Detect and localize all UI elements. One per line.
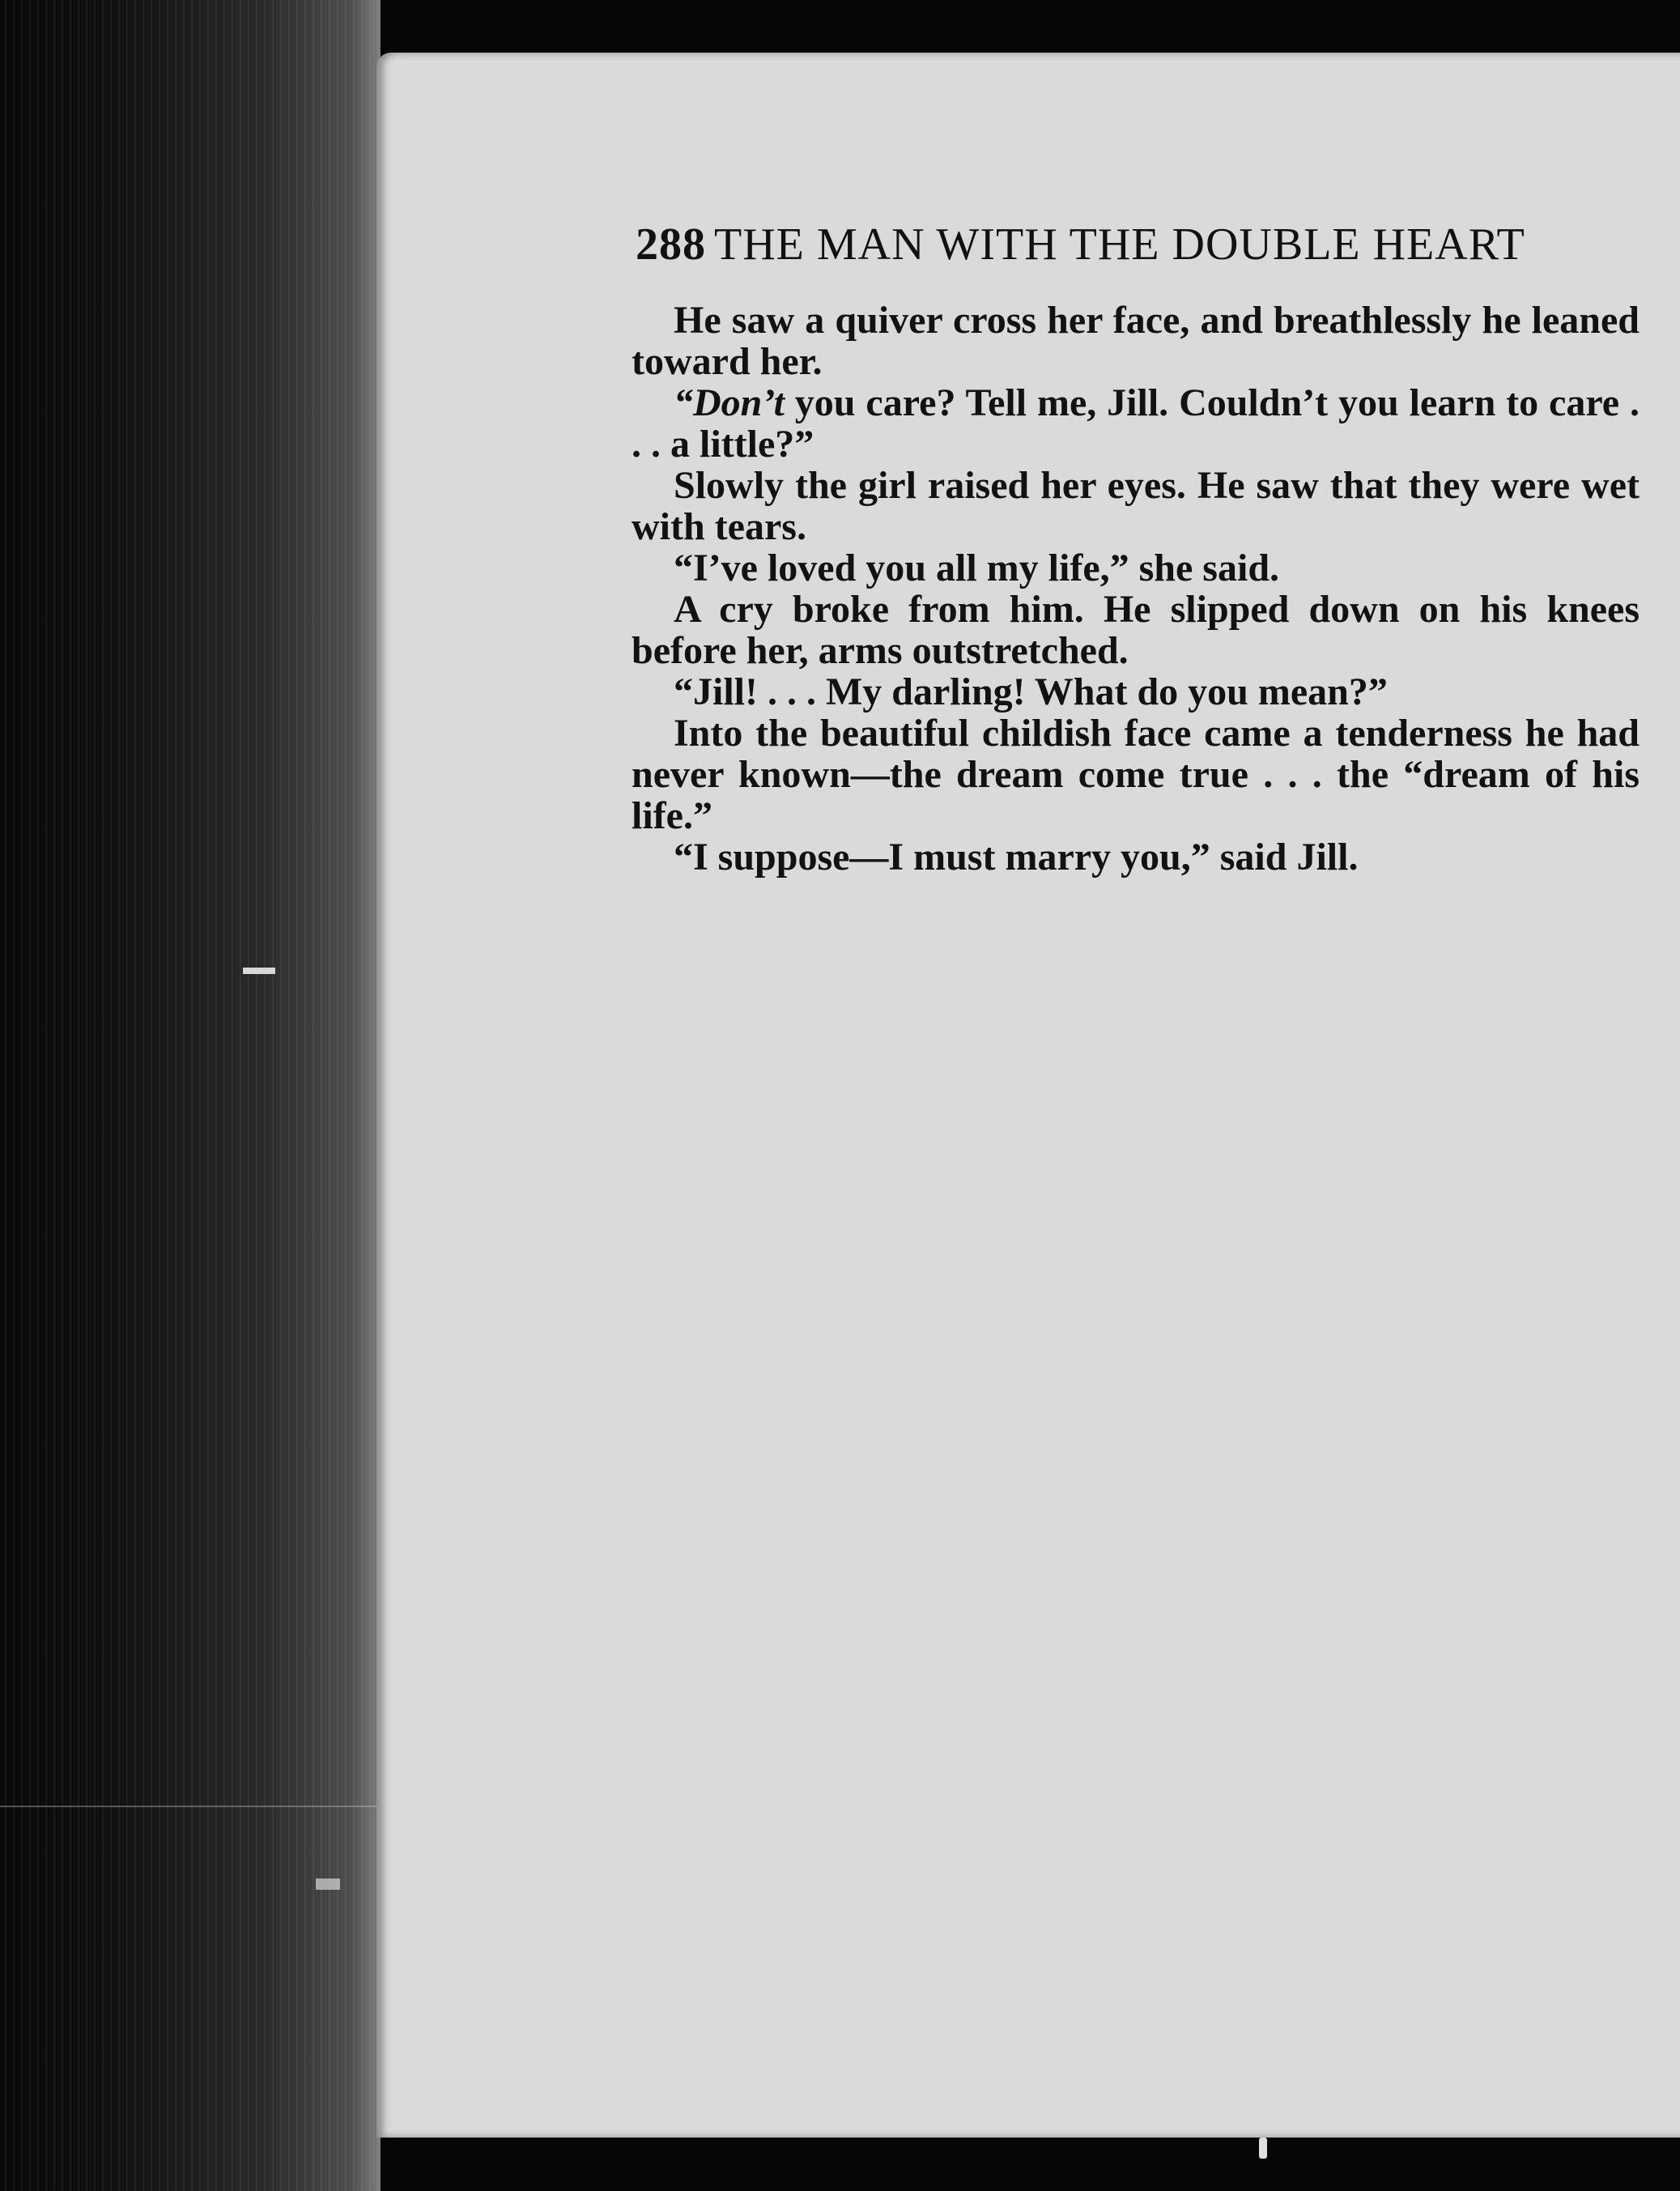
paragraph <box>632 671 1640 713</box>
page-body <box>632 300 1640 878</box>
scan-artifact <box>243 968 275 974</box>
paragraph-text: “I suppose—I must marry you,” said Jill. <box>674 836 1359 879</box>
running-title: THE MAN WITH THE DOUBLE HEART <box>714 219 1525 270</box>
paragraph <box>632 382 1640 465</box>
paragraph <box>632 547 1640 589</box>
paragraph <box>632 589 1640 671</box>
paragraph-text: “I’ve loved you all my life,” she said. <box>674 547 1280 589</box>
page-number: 288 <box>636 219 706 270</box>
scan-artifact <box>0 1806 381 1807</box>
paragraph-text: A cry broke from him. He slipped down on his knees before her, arms outstretched. <box>632 588 1640 672</box>
scan-artifact <box>316 1878 340 1890</box>
paragraph-text: Slowly the girl raised her eyes. He saw that they were wet with tears. <box>632 464 1640 548</box>
paragraph <box>632 465 1640 547</box>
paragraph-text: “Jill! . . . My darling! What do you mean?” <box>674 670 1388 713</box>
paragraph-text: you care? Tell me, Jill. Couldn’t you learn to care . . . a little?” <box>632 381 1640 466</box>
scan-artifact <box>1259 2138 1267 2159</box>
paragraph-emphasis: “Don’t <box>674 381 785 424</box>
paragraph <box>632 713 1640 836</box>
running-head <box>636 219 1607 270</box>
paragraph-text: He saw a quiver cross her face, and breathlessly he leaned toward her. <box>632 299 1640 383</box>
paragraph-text: Into the beautiful childish face came a tenderness he had never known—the dream come true . . . the “dream of his life.” <box>632 712 1640 837</box>
book-page-edges <box>0 0 381 2191</box>
paragraph <box>632 300 1640 382</box>
paragraph <box>632 836 1640 878</box>
